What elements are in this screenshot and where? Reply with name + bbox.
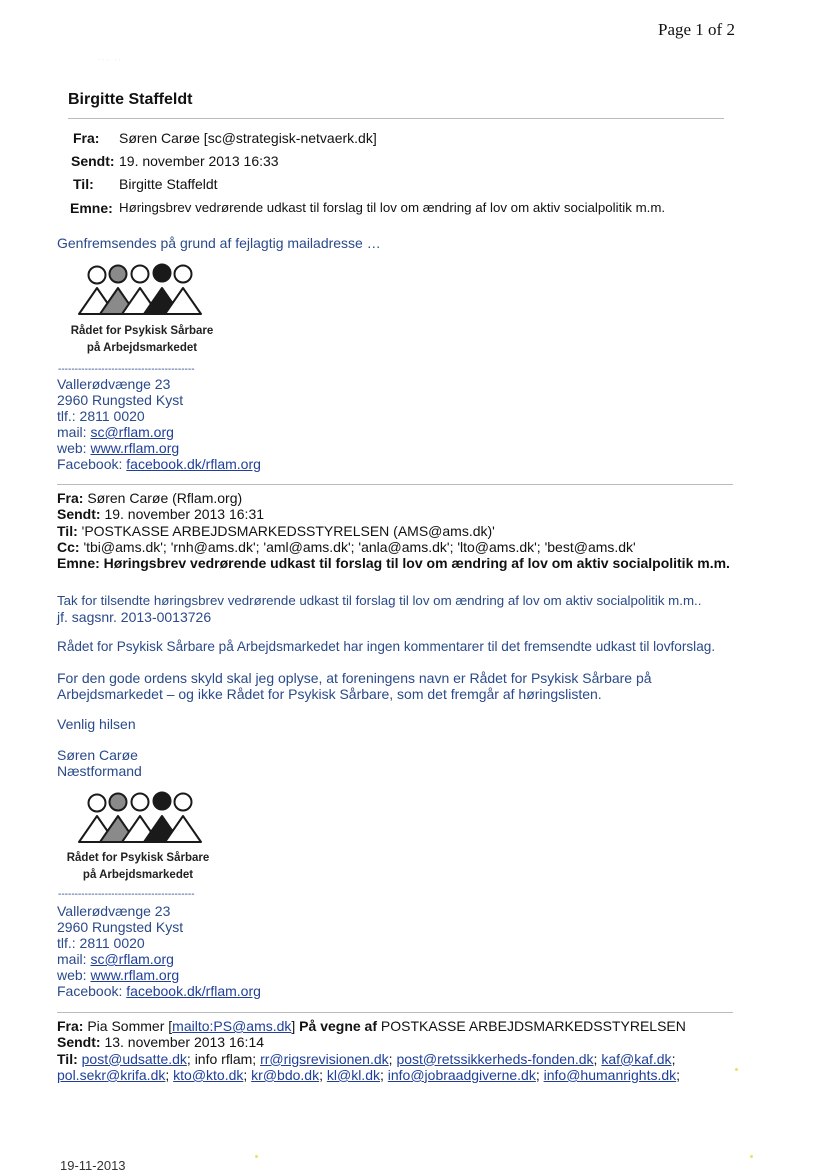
org-name-line1: Rådet for Psykisk Sårbare xyxy=(70,325,214,337)
fwd1-fra: Fra: Søren Carøe (Rflam.org) xyxy=(57,490,243,506)
mail-line xyxy=(57,424,261,440)
recipient-separator: ; xyxy=(243,1066,252,1083)
phone: tlf.: 2811 0020 xyxy=(57,408,145,424)
mail-line-2 xyxy=(57,951,261,967)
til-label: Til: xyxy=(73,176,94,192)
recipient-link[interactable]: info@jobraadgiverne.dk xyxy=(387,1066,536,1083)
mail-label: mail: xyxy=(57,424,91,440)
closing: Venlig hilsen xyxy=(57,716,136,732)
resend-note: Genfremsendes på grund af fejlagtig mailadresse … xyxy=(57,235,381,251)
forward1-header xyxy=(57,490,730,571)
emne-label: Emne: xyxy=(70,200,113,216)
fwd2-mailto-link[interactable]: mailto:PS@ams.dk xyxy=(172,1018,292,1034)
fwd1-emne: Emne: Høringsbrev vedrørende udkast til forslag til lov om ændring af lov om aktiv socialpolitik m.m. xyxy=(57,555,730,572)
recipient-separator: ; xyxy=(379,1066,388,1083)
fra-label: Fra: xyxy=(73,130,100,146)
recipient-separator: ; xyxy=(671,1050,676,1067)
facebook-label: Facebook: xyxy=(57,456,127,472)
address-city: 2960 Rungsted Kyst xyxy=(57,392,184,408)
org-name-2-line1: Rådet for Psykisk Sårbare xyxy=(66,852,210,864)
body-p1-line2: jf. sagsnr. 2013-0013726 xyxy=(57,609,212,625)
recipient-separator: ; xyxy=(593,1050,602,1067)
facebook-link[interactable]: facebook.dk/rflam.org xyxy=(126,456,261,472)
five-figures-logo-icon xyxy=(75,262,211,317)
org-name-line2: på Arbejdsmarkedet xyxy=(86,342,198,354)
recipient-link[interactable]: kto@kto.dk xyxy=(173,1066,244,1083)
address-street-2: Vallerødvænge 23 xyxy=(57,903,171,919)
body-p2: Rådet for Psykisk Sårbare på Arbejdsmarkedet har ingen kommentarer til det fremsendte udkast til lovforslag. xyxy=(57,639,716,654)
fwd2-til: Til: post@udsatte.dk; info rflam; rr@rigsrevisionen.dk; post@retssikkerheds-fonden.dk; kaf@kaf.dk; xyxy=(57,1050,676,1067)
fwd2-fra: Fra: Pia Sommer [mailto:PS@ams.dk] På vegne af POSTKASSE ARBEJDSMARKEDSSTYRELSEN xyxy=(57,1018,686,1034)
facebook-line-2 xyxy=(57,983,261,999)
recipients-line2 xyxy=(57,1067,680,1083)
org-name xyxy=(62,323,222,357)
signature-contact-2 xyxy=(57,903,261,999)
recipient-link[interactable]: rr@rigsrevisionen.dk xyxy=(260,1050,389,1067)
recipient-link[interactable]: kr@bdo.dk xyxy=(251,1066,320,1083)
scan-speck xyxy=(255,1155,258,1158)
fwd1-cc: Cc: 'tbi@ams.dk'; 'rnh@ams.dk'; 'aml@ams.dk'; 'anla@ams.dk'; 'lto@ams.dk'; 'best@ams.dk' xyxy=(57,538,636,555)
recipient-separator: ; xyxy=(676,1066,681,1083)
title-rule xyxy=(68,118,724,119)
fwd2-til-cont xyxy=(57,1067,686,1083)
recipient-link[interactable]: kl@kl.dk xyxy=(326,1066,380,1083)
recipient-separator: ; xyxy=(319,1066,327,1083)
signature-contact xyxy=(57,376,261,472)
fwd1-til: Til: 'POSTKASSE ARBEJDSMARKEDSSTYRELSEN (AMS@ams.dk)' xyxy=(57,522,495,539)
body-p3-line2: Arbejdsmarkedet – og ikke Rådet for Psykisk Sårbare, som det fremgår af høringslisten. xyxy=(57,686,602,702)
address-street: Vallerødvænge 23 xyxy=(57,376,171,392)
org-name-2 xyxy=(58,850,218,884)
facebook-link-2[interactable]: facebook.dk/rflam.org xyxy=(126,983,261,999)
page-title: Birgitte Staffeldt xyxy=(68,91,193,108)
sender-name: Søren Carøe xyxy=(57,747,138,763)
forward1-rule xyxy=(57,484,733,485)
scan-artifact: ˙ ˙ ˙ ˙ ˙ xyxy=(98,60,122,67)
fwd2-sendt: Sendt: 13. november 2013 16:14 xyxy=(57,1034,265,1051)
emne-value: Høringsbrev vedrørende udkast til forslag til lov om ændring af lov om aktiv socialpolitik m.m. xyxy=(119,200,666,215)
forward2-rule xyxy=(57,1012,733,1013)
recipient-link[interactable]: kaf@kaf.dk xyxy=(601,1050,672,1067)
recipient-separator: ; xyxy=(165,1066,174,1083)
body-p3-line1: For den gode ordens skyld skal jeg oplyse, at foreningens navn er Rådet for Psykisk Sårbare på xyxy=(57,670,652,686)
recipient-link[interactable]: post@udsatte.dk xyxy=(81,1050,187,1067)
fra-value: Søren Carøe [sc@strategisk-netvaerk.dk] xyxy=(119,130,377,146)
sendt-value: 19. november 2013 16:33 xyxy=(119,153,279,169)
scan-speck xyxy=(750,1155,753,1158)
page-number: Page 1 of 2 xyxy=(658,20,735,39)
scan-speck xyxy=(735,1068,738,1071)
til-value: Birgitte Staffeldt xyxy=(119,176,218,192)
signature-divider-2: ----------------------------------------- xyxy=(58,889,195,900)
web-line-2 xyxy=(57,967,261,983)
web-link-2[interactable]: www.rflam.org xyxy=(90,967,180,983)
web-line xyxy=(57,440,261,456)
recipient-separator: ; info rflam; xyxy=(186,1050,261,1067)
recipient-link[interactable]: info@humanrights.dk xyxy=(543,1066,677,1083)
fwd1-sendt: Sendt: 19. november 2013 16:31 xyxy=(57,506,265,523)
web-label-2: web: xyxy=(57,967,91,983)
facebook-label-2: Facebook: xyxy=(57,983,127,999)
recipient-link[interactable]: pol.sekr@krifa.dk xyxy=(57,1066,166,1083)
mail-link[interactable]: sc@rflam.org xyxy=(90,424,174,440)
recipients-line1 xyxy=(82,1051,676,1067)
five-figures-logo-icon-2 xyxy=(75,790,211,845)
phone-2: tlf.: 2811 0020 xyxy=(57,935,145,951)
web-label: web: xyxy=(57,440,91,456)
recipient-link[interactable]: post@retssikkerheds-fonden.dk xyxy=(396,1050,594,1067)
address-city-2: 2960 Rungsted Kyst xyxy=(57,919,184,935)
facebook-line xyxy=(57,456,261,472)
web-link[interactable]: www.rflam.org xyxy=(90,440,180,456)
sendt-label: Sendt: xyxy=(71,153,115,169)
recipient-separator: ; xyxy=(535,1066,544,1083)
forward2-header xyxy=(57,1018,686,1083)
recipient-separator: ; xyxy=(388,1050,397,1067)
mail-label-2: mail: xyxy=(57,951,91,967)
sender-role: Næstformand xyxy=(57,763,142,779)
mail-link-2[interactable]: sc@rflam.org xyxy=(90,951,174,967)
org-name-2-line2: på Arbejdsmarkedet xyxy=(82,869,194,881)
footer-date-fragment: 19-11-2013 xyxy=(60,1158,126,1173)
body-p1-line1: Tak for tilsendte høringsbrev vedrørende udkast til forslag til lov om ændring af lov om aktiv socialpolitik m.m.. xyxy=(57,593,702,608)
signature-divider: ----------------------------------------- xyxy=(58,364,195,375)
